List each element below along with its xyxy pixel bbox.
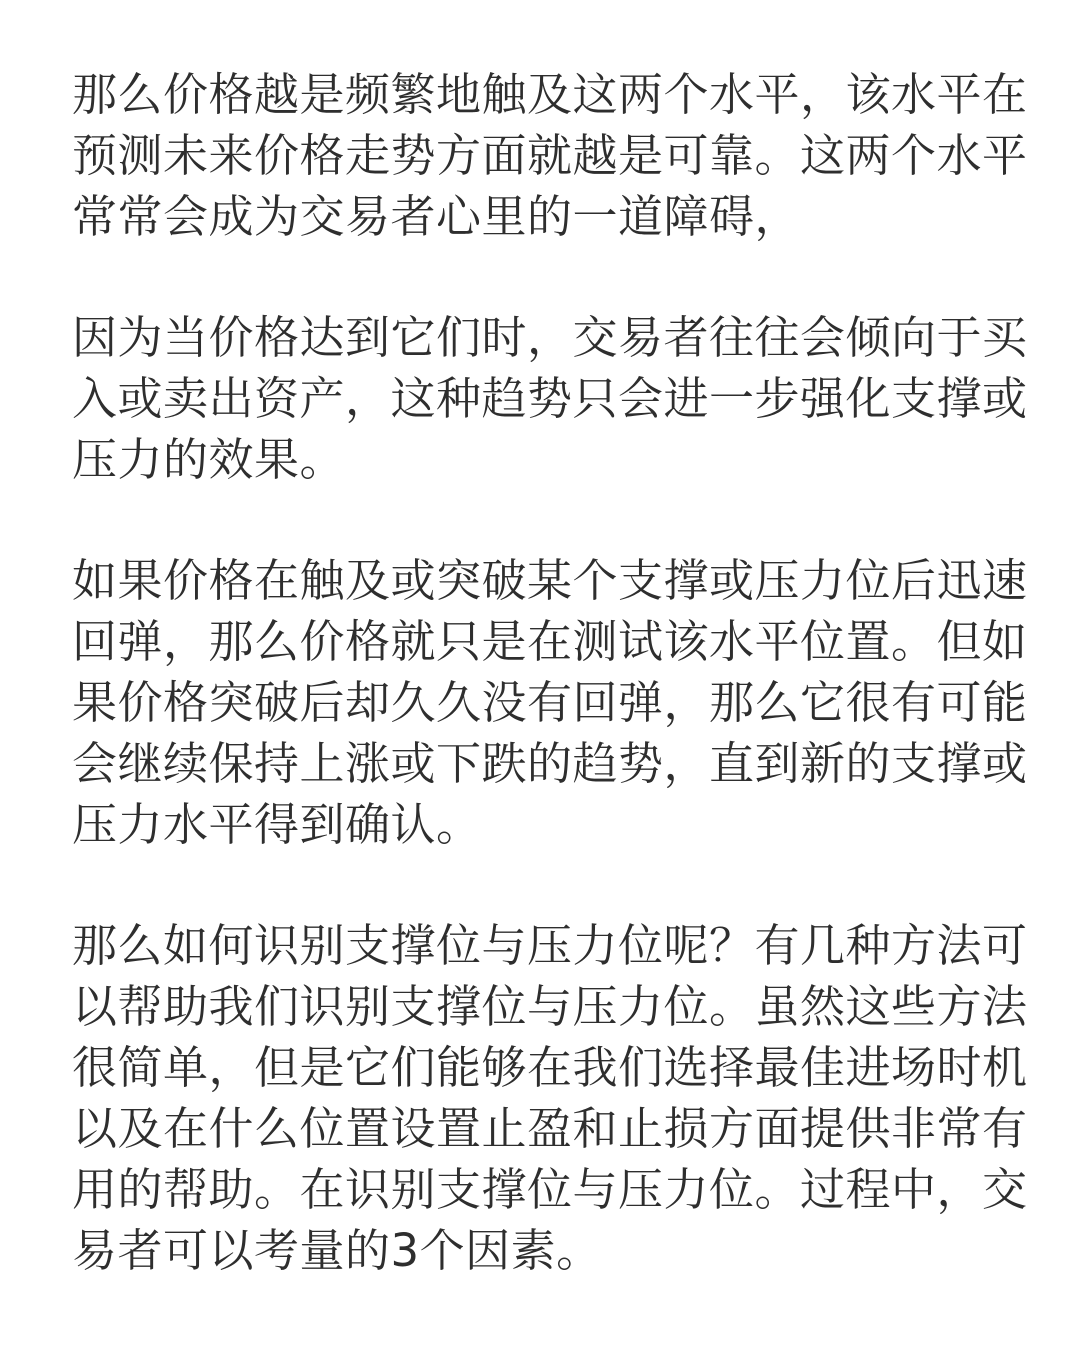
text-line: 压力水平得到确认。 <box>72 798 482 851</box>
text-line: 常常会成为交易者心里的一道障碍， <box>72 190 801 243</box>
text-line: 因为当价格达到它们时，交易者往往会倾向于买 <box>72 311 1028 364</box>
text-line: 预测未来价格走势方面就越是可靠。这两个水平 <box>72 129 1028 182</box>
paragraph-4 <box>72 915 1028 1281</box>
text-line: 易者可以考量的3个因素。 <box>72 1224 602 1277</box>
text-line: 那么如何识别支撑位与压力位呢？有几种方法可 <box>72 919 1028 972</box>
text-line: 以及在什么位置设置止盈和止损方面提供非常有 <box>72 1102 1028 1155</box>
paragraph-1 <box>72 64 1028 247</box>
text-line: 压力的效果。 <box>72 433 346 486</box>
article-body <box>72 64 1028 1281</box>
text-line: 很简单，但是它们能够在我们选择最佳进场时机 <box>72 1041 1028 1094</box>
text-line: 回弹，那么价格就只是在测试该水平位置。但如 <box>72 615 1028 668</box>
text-line: 以帮助我们识别支撑位与压力位。虽然这些方法 <box>72 980 1028 1033</box>
text-line: 入或卖出资产，这种趋势只会进一步强化支撑或 <box>72 372 1028 425</box>
paragraph-2 <box>72 307 1028 490</box>
text-line: 会继续保持上涨或下跌的趋势，直到新的支撑或 <box>72 737 1028 790</box>
paragraph-3 <box>72 550 1028 855</box>
text-line: 如果价格在触及或突破某个支撑或压力位后迅速 <box>72 554 1028 607</box>
text-line: 用的帮助。在识别支撑位与压力位。过程中，交 <box>72 1163 1028 1216</box>
text-line: 果价格突破后却久久没有回弹，那么它很有可能 <box>72 676 1028 729</box>
text-line: 那么价格越是频繁地触及这两个水平，该水平在 <box>72 68 1028 121</box>
